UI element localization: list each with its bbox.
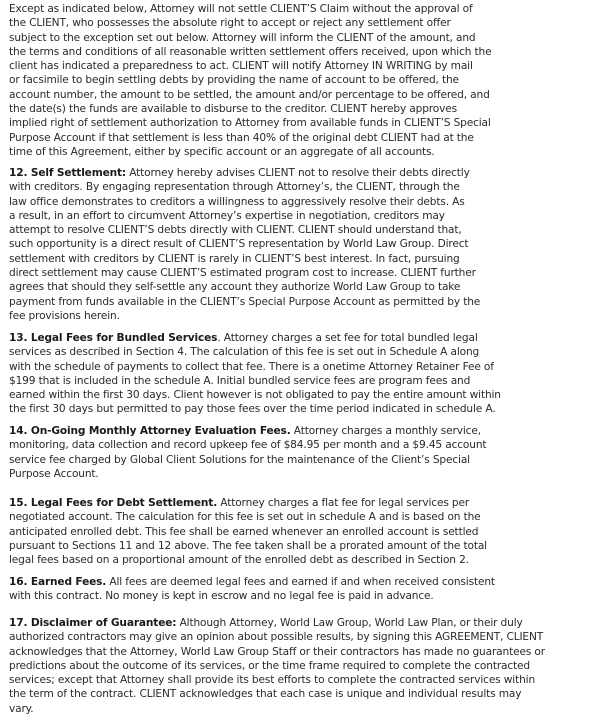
text-line: vary. xyxy=(9,702,34,715)
text-line: legal fees based on a proportional amount of the enrolled debt as described in Section 2. xyxy=(9,554,469,567)
section-heading: 13. Legal Fees for Bundled Services xyxy=(9,332,218,344)
text-line: Purpose Account if that settlement is less than 40% of the original debt CLIENT had at the xyxy=(9,131,474,144)
section-heading: 16. Earned Fees. xyxy=(9,576,107,588)
text-line: predictions about the outcome of its services, or the time frame required to complete the contracted xyxy=(9,659,530,672)
text-line: the first 30 days but permitted to pay those fees over the time period indicated in schedule A. xyxy=(9,403,496,416)
text-line: client has indicated a preparedness to act. CLIENT will notify Attorney IN WRITING by mail xyxy=(9,60,473,73)
text-line xyxy=(9,575,599,589)
section-heading: 14. On-Going Monthly Attorney Evaluation Fees. xyxy=(9,425,291,437)
text-line: with this contract. No money is kept in escrow and no legal fee is paid in advance. xyxy=(9,590,434,603)
text-line: payment from funds available in the CLIENT’s Special Purpose Account as permitted by the xyxy=(9,295,481,308)
section-heading: 15. Legal Fees for Debt Settlement. xyxy=(9,497,218,509)
text-line: the terms and conditions of all reasonable written settlement offers received, upon which the xyxy=(9,45,492,58)
section-text: Attorney hereby advises CLIENT not to resolve their debts directly xyxy=(126,167,470,179)
text-line: earned within the first 30 days. Client however is not obligated to pay the entire amount within xyxy=(9,389,501,402)
text-line: the date(s) the funds are available to disburse to the creditor. CLIENT hereby approves xyxy=(9,103,457,116)
text-line: monitoring, data collection and record upkeep fee of $84.95 per month and a $9.45 account xyxy=(9,439,487,452)
text-line xyxy=(9,496,599,510)
section-12-self-settlement xyxy=(9,166,599,323)
text-line: Except as indicated below, Attorney will not settle CLIENT’S Claim without the approval of xyxy=(9,3,473,15)
text-line xyxy=(9,424,599,438)
text-line: with creditors. By engaging representation through Attorney’s, the CLIENT, through the xyxy=(9,181,460,194)
text-line: services as described in Section 4. The calculation of this fee is set out in Schedule A along xyxy=(9,346,480,359)
section-text: Attorney charges a monthly service, xyxy=(290,425,481,437)
section-16-earned-fees xyxy=(9,575,599,604)
section-text: . Attorney charges a set fee for total bundled legal xyxy=(217,332,478,344)
section-17-disclaimer xyxy=(9,616,599,716)
text-line: with the schedule of payments to collect that fee. There is a onetime Attorney Retainer Fee of xyxy=(9,360,494,373)
text-line: settlement with creditors by CLIENT is rarely in CLIENT’S best interest. In fact, pursuing xyxy=(9,252,460,265)
text-line: or facsimile to begin settling debts by providing the name of account to be offered, the xyxy=(9,74,459,87)
text-line: negotiated account. The calculation for this fee is set out in schedule A and is based on the xyxy=(9,511,481,524)
text-line xyxy=(9,616,599,630)
text-line: attempt to resolve CLIENT’S debts directly with CLIENT. CLIENT should understand that, xyxy=(9,224,462,237)
text-line: pursuant to Sections 11 and 12 above. The fee taken shall be a prorated amount of the total xyxy=(9,539,487,552)
text-line: subject to the exception set out below. Attorney will inform the CLIENT of the amount, and xyxy=(9,31,476,44)
text-line: agrees that should they self-settle any account they authorize World Law Group to take xyxy=(9,281,461,294)
text-line: Purpose Account. xyxy=(9,467,99,480)
section-15-debt-settlement-fees xyxy=(9,496,599,567)
text-line xyxy=(9,166,599,180)
text-line: $199 that is included in the schedule A. Initial bundled service fees are program fees and xyxy=(9,374,471,387)
text-line: fee provisions herein. xyxy=(9,309,120,322)
text-line: the term of the contract. CLIENT acknowledges that each case is unique and individual results may xyxy=(9,688,522,701)
section-text: Although Attorney, World Law Group, World Law Plan, or their duly xyxy=(176,617,523,629)
text-line: implied right of settlement authorization to Attorney from available funds in CLIENT’S Special xyxy=(9,117,491,130)
text-line: anticipated enrolled debt. This fee shall be earned whenever an enrolled account is settled xyxy=(9,525,479,538)
text-line: direct settlement may cause CLIENT’S estimated program cost to increase. CLIENT further xyxy=(9,267,476,280)
text-line: the CLIENT, who possesses the absolute right to accept or reject any settlement offer xyxy=(9,17,451,30)
section-text: All fees are deemed legal fees and earned if and when received consistent xyxy=(106,576,495,588)
text-line: services; except that Attorney shall provide its best efforts to complete the contracted services within xyxy=(9,674,536,687)
text-line: acknowledges that the Attorney, World Law Group Staff or their contractors has made no guarantees or xyxy=(9,645,545,658)
intro-paragraph xyxy=(9,2,599,159)
text-line xyxy=(9,331,599,345)
text-line: time of this Agreement, either by specific account or an aggregate of all accounts. xyxy=(9,145,435,158)
text-line: account number, the amount to be settled, the amount and/or percentage to be offered, and xyxy=(9,88,490,101)
section-heading: 17. Disclaimer of Guarantee: xyxy=(9,617,177,629)
section-heading: 12. Self Settlement: xyxy=(9,167,127,179)
section-14-monthly-fees xyxy=(9,424,599,481)
text-line: such opportunity is a direct result of CLIENT’S representation by World Law Group. Direct xyxy=(9,238,469,251)
text-line: authorized contractors may give an opinion about possible results, by signing this AGREEMENT, CLIENT xyxy=(9,631,544,644)
text-line: a result, in an effort to circumvent Attorney’s expertise in negotiation, creditors may xyxy=(9,209,445,222)
text-line: service fee charged by Global Client Solutions for the maintenance of the Client’s Special xyxy=(9,453,470,466)
section-text: Attorney charges a flat fee for legal services per xyxy=(217,497,470,509)
text-line: law office demonstrates to creditors a willingness to aggressively resolve their debts. As xyxy=(9,195,465,208)
section-13-bundled-fees xyxy=(9,331,599,417)
